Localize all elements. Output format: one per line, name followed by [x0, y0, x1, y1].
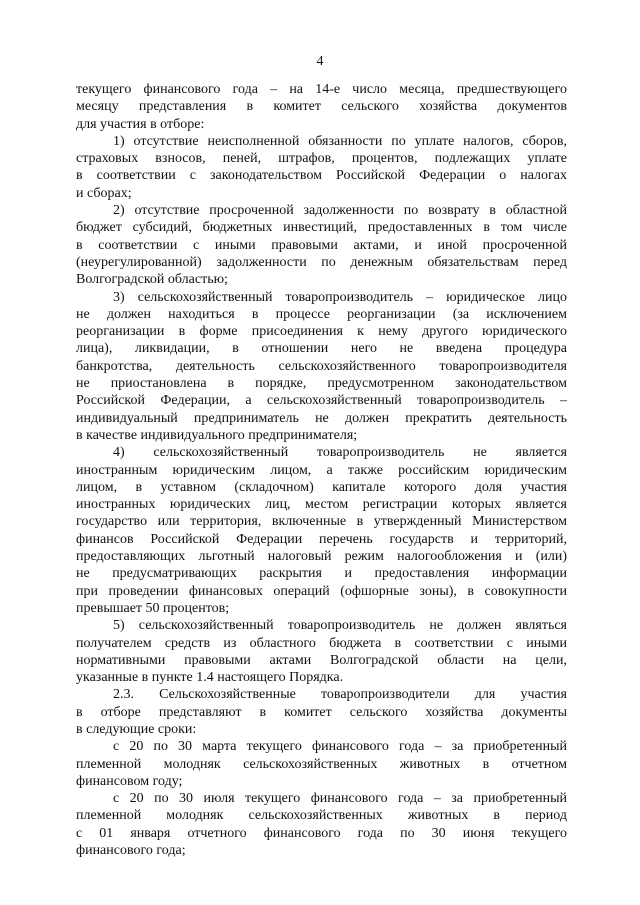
- text-line: нормативными правовыми актами Волгоградской области на цели,: [76, 652, 567, 668]
- text-line: для участия в отборе:: [76, 116, 205, 132]
- text-line: в следующие сроки:: [76, 721, 197, 737]
- text-line: реорганизации в форме присоединения к нему другого юридического: [76, 324, 567, 340]
- text-line: в качестве индивидуального предпринимателя;: [76, 427, 358, 443]
- text-line: финансовом году;: [76, 773, 183, 789]
- text-line: 1) отсутствие неисполненной обязанности по уплате налогов, сборов,: [113, 133, 567, 149]
- text-line: иностранным юридическим лицом, а также российским юридическим: [76, 462, 567, 478]
- text-line: страховых взносов, пеней, штрафов, процентов, подлежащих уплате: [76, 151, 567, 167]
- text-line: не предусматривающих раскрытия и предоставления информации: [76, 566, 567, 582]
- text-line: Российской Федерации, а сельскохозяйственный товаропроизводитель –: [76, 393, 567, 409]
- text-line: 5) сельскохозяйственный товаропроизводитель не должен являться: [113, 618, 567, 634]
- text-line: лицом, в уставном (складочном) капитале которого доля участия: [76, 479, 567, 495]
- text-line: предоставляющих льготный налоговый режим налогообложения и (или): [76, 549, 567, 565]
- text-line: государство или территория, включенные в утвержденный Министерством: [76, 514, 567, 530]
- text-line: с 01 января отчетного финансового года по 30 июня текущего: [76, 825, 567, 841]
- text-line: 3) сельскохозяйственный товаропроизводитель – юридическое лицо: [113, 289, 567, 305]
- text-line: получателем средств из областного бюджета в соответствии с иными: [76, 635, 567, 651]
- text-line: иностранных юридических лиц, местом регистрации которых является: [76, 497, 567, 513]
- text-line: превышает 50 процентов;: [76, 600, 230, 616]
- text-line: индивидуальный предприниматель не должен прекратить деятельность: [76, 410, 567, 426]
- text-line: племенной молодняк сельскохозяйственных животных в отчетном: [76, 756, 567, 772]
- text-line: в отборе представляют в комитет сельского хозяйства документы: [76, 704, 567, 720]
- text-line: и сборах;: [76, 185, 132, 201]
- text-line: в соответствии с иными правовыми актами, и иной просроченной: [76, 237, 567, 253]
- text-line: финансового года;: [76, 843, 186, 859]
- text-line: племенной молодняк сельскохозяйственных животных в период: [76, 808, 567, 824]
- text-line: 4) сельскохозяйственный товаропроизводитель не является: [113, 445, 567, 461]
- text-line: бюджет субсидий, бюджетных инвестиций, предоставленных в том числе: [76, 220, 567, 236]
- text-line: с 20 по 30 июля текущего финансового года – за приобретенный: [113, 791, 567, 807]
- text-line: не приостановлена в порядке, предусмотренном законодательством: [76, 376, 567, 392]
- text-line: при проведении финансовых операций (офшорные зоны), в совокупности: [76, 583, 567, 599]
- text-line: 2.3. Сельскохозяйственные товаропроизводители для участия: [113, 687, 567, 703]
- document-body: [76, 81, 567, 859]
- text-line: лица), ликвидации, в отношении него не введена процедура: [76, 341, 567, 357]
- text-line: (неурегулированной) задолженности по денежным обязательствам перед: [76, 254, 567, 270]
- text-line: с 20 по 30 марта текущего финансового года – за приобретенный: [113, 739, 567, 755]
- text-line: банкротства, деятельность сельскохозяйственного товаропроизводителя: [76, 358, 567, 374]
- text-line: месяцу представления в комитет сельского хозяйства документов: [76, 99, 567, 115]
- text-line: указанные в пункте 1.4 настоящего Порядка.: [76, 670, 344, 686]
- text-line: текущего финансового года – на 14-е число месяца, предшествующего: [76, 82, 567, 97]
- text-line: 2) отсутствие просроченной задолженности по возврату в областной: [113, 203, 567, 219]
- page-number: 4: [316, 54, 324, 69]
- text-line: финансов Российской Федерации перечень государств и территорий,: [76, 531, 567, 547]
- text-line: Волгоградской областью;: [76, 272, 228, 288]
- text-line: в соответствии с законодательством Российской Федерации о налогах: [76, 168, 567, 184]
- text-line: не должен находиться в процессе реорганизации (за исключением: [76, 306, 567, 322]
